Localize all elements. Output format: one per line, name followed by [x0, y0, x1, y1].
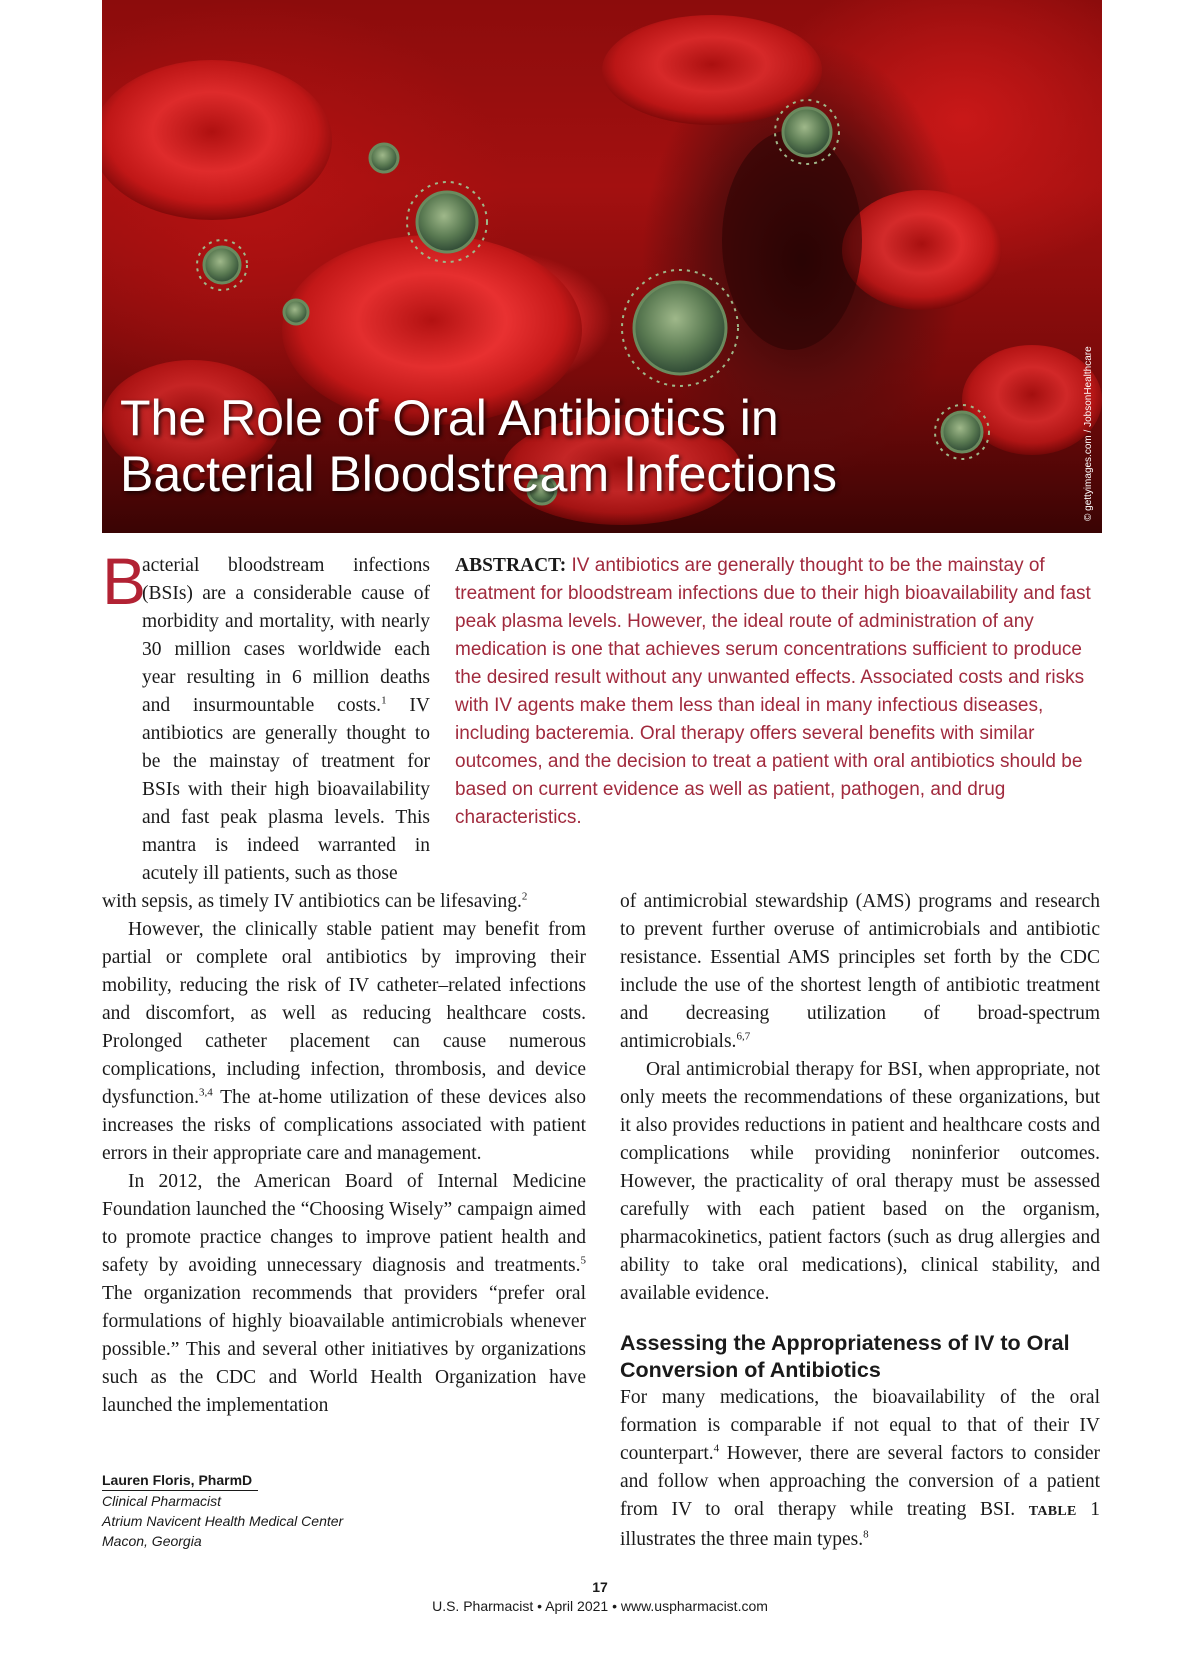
- right-column: [620, 888, 1100, 1554]
- author-affiliation: Atrium Navicent Health Medical Center: [102, 1513, 344, 1529]
- author-title: Clinical Pharmacist: [102, 1493, 222, 1509]
- reference-marker: 8: [863, 1528, 869, 1541]
- intro-text-2: IV antibiotics are generally thought to be the mainstay of treatment for BSIs with their high bioavailability and fast peak plasma levels. This mantra is indeed warranted in acutely ill patients, such as those: [142, 695, 430, 884]
- reference-marker: 4: [713, 1442, 720, 1455]
- right-p3-text-3: 1 illustrates the three main types.: [620, 1499, 1101, 1550]
- reference-marker: 1: [381, 694, 387, 707]
- intro-text: acterial bloodstream infections (BSIs) are a considerable cause of morbidity and mortality, with nearly 30 million cases worldwide each year resulting in 6 million deaths and insurmountable costs.: [142, 555, 430, 716]
- table-reference: TABLE: [1028, 1504, 1077, 1519]
- left-p2-text: However, the clinically stable patient may benefit from partial or complete oral antibiotics by improving their mobility, reducing the risk of IV catheter–related infections and discomfort, as well as reducing healthcare costs. Prolonged catheter placement can cause numerous complications, including infection, thrombosis, and device dysfunction.: [102, 919, 586, 1108]
- photo-credit-text: © gettyimages.com / JobsonHealthcare: [1083, 346, 1094, 521]
- right-p2-text: Oral antimicrobial therapy for BSI, when appropriate, not only meets the recommendations of these organizations, but it also provides reductions in patient and healthcare costs and complications while providing noninferior outcomes. However, the practicality of oral therapy must be assessed carefully with each patient based on the organism, pharmacokinetics, patient factors (such as drug allergies and ability to take oral medications), clinical stability, and available evidence.: [620, 1059, 1100, 1304]
- left-paragraph-1: [102, 888, 586, 916]
- journal-info: U.S. Pharmacist • April 2021 • www.uspharmacist.com: [432, 1598, 768, 1614]
- title-line-1: The Role of Oral Antibiotics in: [120, 390, 779, 446]
- abstract: [455, 552, 1105, 832]
- right-p1-text: of antimicrobial stewardship (AMS) programs and research to prevent further overuse of antimicrobials and antibiotic resistance. Essential AMS principles set forth by the CDC include the use of the shortest length of antibiotic treatment and decreasing utilization of broad-spectrum antimicrobials.: [620, 891, 1100, 1052]
- author-location: Macon, Georgia: [102, 1533, 202, 1549]
- reference-marker: 3,4: [198, 1086, 213, 1099]
- drop-cap: B: [102, 544, 147, 618]
- left-column: [102, 888, 586, 1420]
- author-name: Lauren Floris, PharmD: [102, 1471, 258, 1491]
- author-block: [102, 1471, 502, 1551]
- hero-image: [102, 0, 1102, 533]
- right-paragraph-3: [620, 1384, 1100, 1554]
- abstract-label: ABSTRACT:: [455, 555, 567, 576]
- photo-credit: [1082, 281, 1096, 521]
- right-paragraph-2: [620, 1056, 1100, 1308]
- left-paragraph-3: [102, 1168, 586, 1420]
- right-p3-text-2: However, there are several factors to consider and follow when approaching the conversion of a patient from IV to oral therapy while treating BSI.: [620, 1443, 1100, 1520]
- article-title: [120, 390, 1020, 502]
- left-p3-text-2: The organization recommends that providers “prefer oral formulations of highly bioavailable antimicrobials whenever possible.” This and several other initiatives by organizations such as the CDC and World Health Organization have launched the implementation: [102, 1283, 586, 1416]
- abstract-text: IV antibiotics are generally thought to be the mainstay of treatment for bloodstream infections due to their high bioavailability and fast peak plasma levels. However, the ideal route of administration of any medication is one that achieves serum concentrations sufficient to produce the desired result without any unwanted effects. Associated costs and risks with IV agents make them less than ideal in many infectious diseases, including bacteremia. Oral therapy offers several benefits with similar outcomes, and the decision to treat a patient with oral antibiotics should be based on current evidence as well as patient, pathogen, and drug characteristics.: [455, 555, 1091, 828]
- intro-paragraph: [102, 544, 430, 888]
- section-heading: Assessing the Appropriateness of IV to Oral Conversion of Antibiotics: [620, 1331, 1070, 1382]
- left-p2-text-2: The at-home utilization of these devices also increases the risks of complications associated with patient errors in their appropriate care and management.: [102, 1087, 586, 1164]
- reference-marker: 6,7: [736, 1030, 751, 1043]
- left-p3-text: In 2012, the American Board of Internal Medicine Foundation launched the “Choosing Wisely” campaign aimed to promote practice changes to improve patient health and safety by avoiding unnecessary diagnosis and treatments.: [102, 1171, 586, 1276]
- title-line-2: Bacterial Bloodstream Infections: [120, 446, 838, 502]
- right-paragraph-1: [620, 888, 1100, 1056]
- page-footer: [0, 1578, 1200, 1616]
- right-p3-text: For many medications, the bioavailability of the oral formation is comparable if not equal to that of their IV counterpart.: [620, 1387, 1100, 1464]
- reference-marker: 2: [521, 890, 528, 903]
- page-number: 17: [592, 1579, 608, 1595]
- left-p1-text: with sepsis, as timely IV antibiotics can be lifesaving.: [102, 891, 522, 912]
- left-paragraph-2: [102, 916, 586, 1168]
- reference-marker: 5: [580, 1254, 586, 1267]
